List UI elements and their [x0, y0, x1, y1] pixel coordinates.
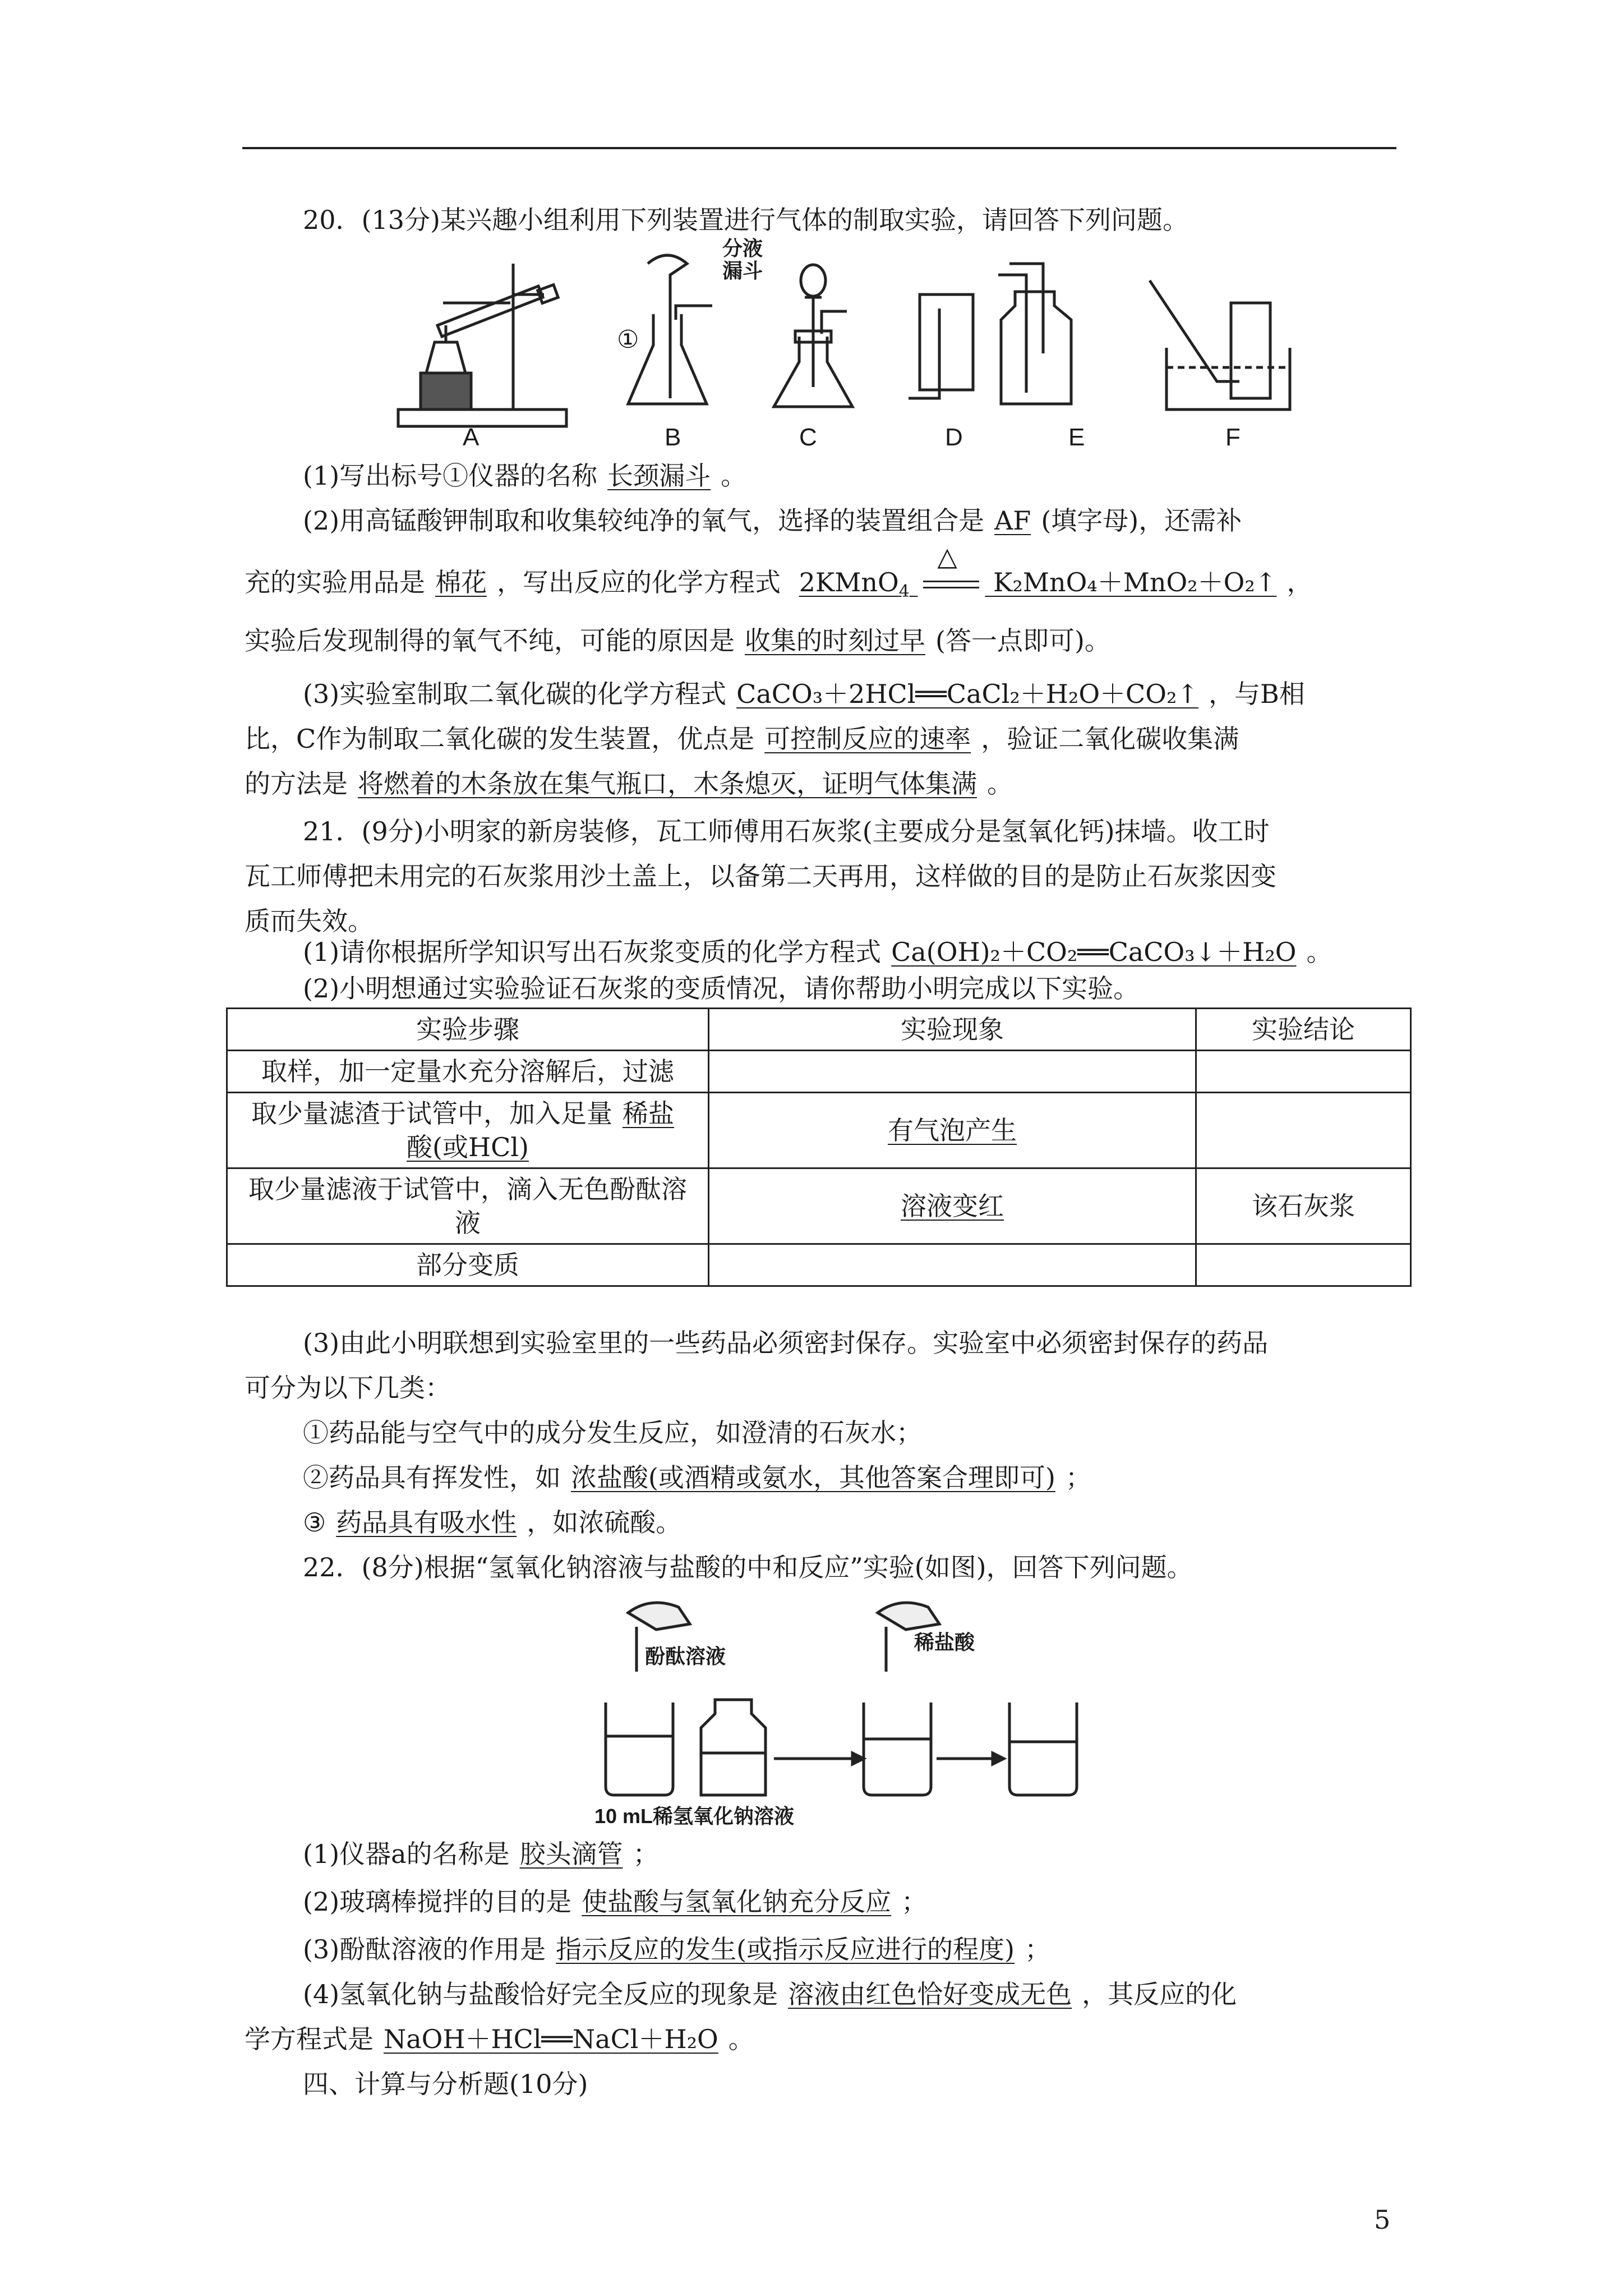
marker-circled-1: ①	[617, 326, 639, 353]
answer-blank: 酸(或HCl)	[407, 1132, 529, 1162]
table-header: 实验现象	[709, 1009, 1196, 1051]
q21-item3: ③ 药品具有吸水性 ，如浓硫酸。	[303, 1507, 682, 1538]
q20-part3b: 比，C作为制取二氧化碳的发生装置，优点是 可控制反应的速率 ，验证二氧化碳收集满	[245, 724, 1239, 754]
page-number: 5	[1374, 2205, 1391, 2235]
apparatus-label-e: E	[1068, 424, 1085, 451]
equation-blank: 2KMnO$_4$ △ K₂MnO₄＋MnO₂＋O₂↑	[789, 567, 1287, 597]
heat-symbol: △	[937, 541, 957, 572]
header-rule	[242, 147, 1396, 149]
answer-blank: 浓盐酸(或酒精或氨水，其他答案合理即可)	[571, 1462, 1055, 1493]
answer-blank: 使盐酸与氢氧化钠充分反应	[582, 1887, 892, 1917]
equation-blank: NaOH＋HCl══NaCl＋H₂O	[384, 2024, 718, 2054]
q22-part4b: 学方程式是 NaOH＋HCl══NaCl＋H₂O 。	[245, 2024, 754, 2054]
table-cell	[709, 1168, 1196, 1244]
q20-part3a: (3)实验室制取二氧化碳的化学方程式 CaCO₃＋2HCl══CaCl₂＋H₂O＋CO₂↑ ，与B相	[303, 679, 1305, 709]
table-cell	[1196, 1051, 1411, 1093]
answer-blank: 可控制反应的速率	[764, 724, 971, 754]
table-row	[227, 1051, 1411, 1093]
q21-stem-line2: 瓦工师傅把未用完的石灰浆用沙土盖上，以备第二天再用，这样做的目的是防止石灰浆因变	[245, 861, 1276, 891]
answer-blank: 收集的时刻过早	[745, 625, 925, 656]
label-dilute-hcl: 稀盐酸	[914, 1631, 975, 1654]
q22-part4a: (4)氢氧化钠与盐酸恰好完全反应的现象是 溶液由红色恰好变成无色 ，其反应的化	[303, 1979, 1237, 2009]
answer-blank: 药品具有吸水性	[336, 1507, 517, 1538]
q20-apparatus-diagram	[393, 241, 1318, 449]
table-header: 实验结论	[1196, 1009, 1411, 1051]
q22-part1: (1)仪器a的名称是 胶头滴管 ；	[303, 1839, 659, 1869]
table-row	[227, 1168, 1411, 1244]
equation-blank: CaCO₃＋2HCl══CaCl₂＋H₂O＋CO₂↑	[736, 679, 1198, 709]
q21-stem-line1: 21．(9分)小明家的新房装修，瓦工师傅用石灰浆(主要成分是氢氧化钙)抹墙。收工时	[303, 816, 1270, 846]
apparatus-label-a: A	[463, 424, 479, 451]
table-cell	[709, 1244, 1196, 1286]
table-cell: 该石灰浆	[1196, 1168, 1411, 1244]
answer-blank: 溶液变红	[901, 1191, 1004, 1221]
answer-blank: 稀盐	[623, 1098, 674, 1129]
answer-blank: 胶头滴管	[519, 1839, 623, 1869]
q21-item2: ②药品具有挥发性，如 浓盐酸(或酒精或氨水，其他答案合理即可) ；	[303, 1462, 1091, 1493]
table-cell	[1196, 1244, 1411, 1286]
table-row	[227, 1093, 1411, 1168]
q20-part1: (1)写出标号①仪器的名称 长颈漏斗 。	[303, 461, 747, 491]
neutralization-diagram	[594, 1590, 1099, 1832]
answer-blank: 指示反应的发生(或指示反应进行的程度)	[556, 1934, 1015, 1964]
answer-blank: AF	[994, 505, 1031, 536]
table-cell: 取少量滤渣于试管中，加入足量 稀盐 酸(或HCl)	[227, 1093, 709, 1168]
experiment-table	[226, 1007, 1412, 1287]
label-phenolphthalein: 酚酞溶液	[645, 1645, 726, 1668]
apparatus-label-c: C	[799, 424, 817, 451]
q20-part2b: 充的实验用品是 棉花 ，写出反应的化学方程式 2KMnO$_4$ △ K₂MnO₄＋MnO₂＋O₂↑ ，	[245, 565, 1312, 609]
funnel-label-1: 分液	[722, 237, 763, 260]
apparatus-label-f: F	[1225, 424, 1241, 451]
q21-part2: (2)小明想通过实验验证石灰浆的变质情况，请你帮助小明完成以下实验。	[303, 973, 1140, 1004]
q22-part2: (2)玻璃棒搅拌的目的是 使盐酸与氢氧化钠充分反应 ；	[303, 1887, 928, 1917]
apparatus-label-b: B	[665, 424, 681, 451]
q20-part2a: (2)用高锰酸钾制取和收集较纯净的氧气，选择的装置组合是 AF (填字母)，还需补	[303, 505, 1242, 536]
answer-blank: 将燃着的木条放在集气瓶口，木条熄灭，证明气体集满	[358, 769, 977, 799]
table-row	[227, 1244, 1411, 1286]
table-header-row	[227, 1009, 1411, 1051]
q21-part3-line2: 可分为以下几类：	[245, 1373, 451, 1403]
funnel-label-2: 漏斗	[722, 259, 763, 282]
apparatus-label-d: D	[945, 424, 963, 451]
q22-part3: (3)酚酞溶液的作用是 指示反应的发生(或指示反应进行的程度) ；	[303, 1934, 1051, 1964]
answer-blank: 溶液由红色恰好变成无色	[788, 1979, 1072, 2009]
q21-part3-line1: (3)由此小明联想到实验室里的一些药品必须密封保存。实验室中必须密封保存的药品	[303, 1328, 1269, 1358]
heat-condition	[917, 541, 985, 599]
table-cell: 部分变质	[227, 1244, 709, 1286]
q20-part3c: 的方法是 将燃着的木条放在集气瓶口，木条熄灭，证明气体集满 。	[245, 769, 1013, 799]
label-naoh-solution: 10 mL稀氢氧化钠溶液	[594, 1805, 795, 1828]
table-cell	[1196, 1093, 1411, 1168]
q22-stem: 22．(8分)根据“氢氧化钠溶液与盐酸的中和反应”实验(如图)，回答下列问题。	[303, 1552, 1193, 1582]
table-cell	[709, 1051, 1196, 1093]
q21-stem-line3: 质而失效。	[245, 906, 374, 936]
q21-part1: (1)请你根据所学知识写出石灰浆变质的化学方程式 Ca(OH)₂＋CO₂══CaCO₃↓＋H₂O 。	[303, 937, 1332, 967]
q20-part2c: 实验后发现制得的氧气不纯，可能的原因是 收集的时刻过早 (答一点即可)。	[245, 625, 1110, 656]
section-four-heading: 四、计算与分析题(10分)	[303, 2069, 588, 2099]
q21-item1: ①药品能与空气中的成分发生反应，如澄清的石灰水；	[303, 1418, 922, 1448]
table-header: 实验步骤	[227, 1009, 709, 1051]
q20-stem: 20．(13分)某兴趣小组利用下列装置进行气体的制取实验，请回答下列问题。	[303, 205, 1188, 235]
equation-blank: Ca(OH)₂＋CO₂══CaCO₃↓＋H₂O	[891, 937, 1297, 967]
answer-blank: 长颈漏斗	[607, 461, 711, 491]
answer-blank: 棉花	[435, 567, 487, 597]
table-cell: 取样，加一定量水充分溶解后，过滤	[227, 1051, 709, 1093]
table-cell	[709, 1093, 1196, 1168]
table-cell: 取少量滤液于试管中，滴入无色酚酞溶 液	[227, 1168, 709, 1244]
answer-blank: 有气泡产生	[888, 1115, 1017, 1145]
